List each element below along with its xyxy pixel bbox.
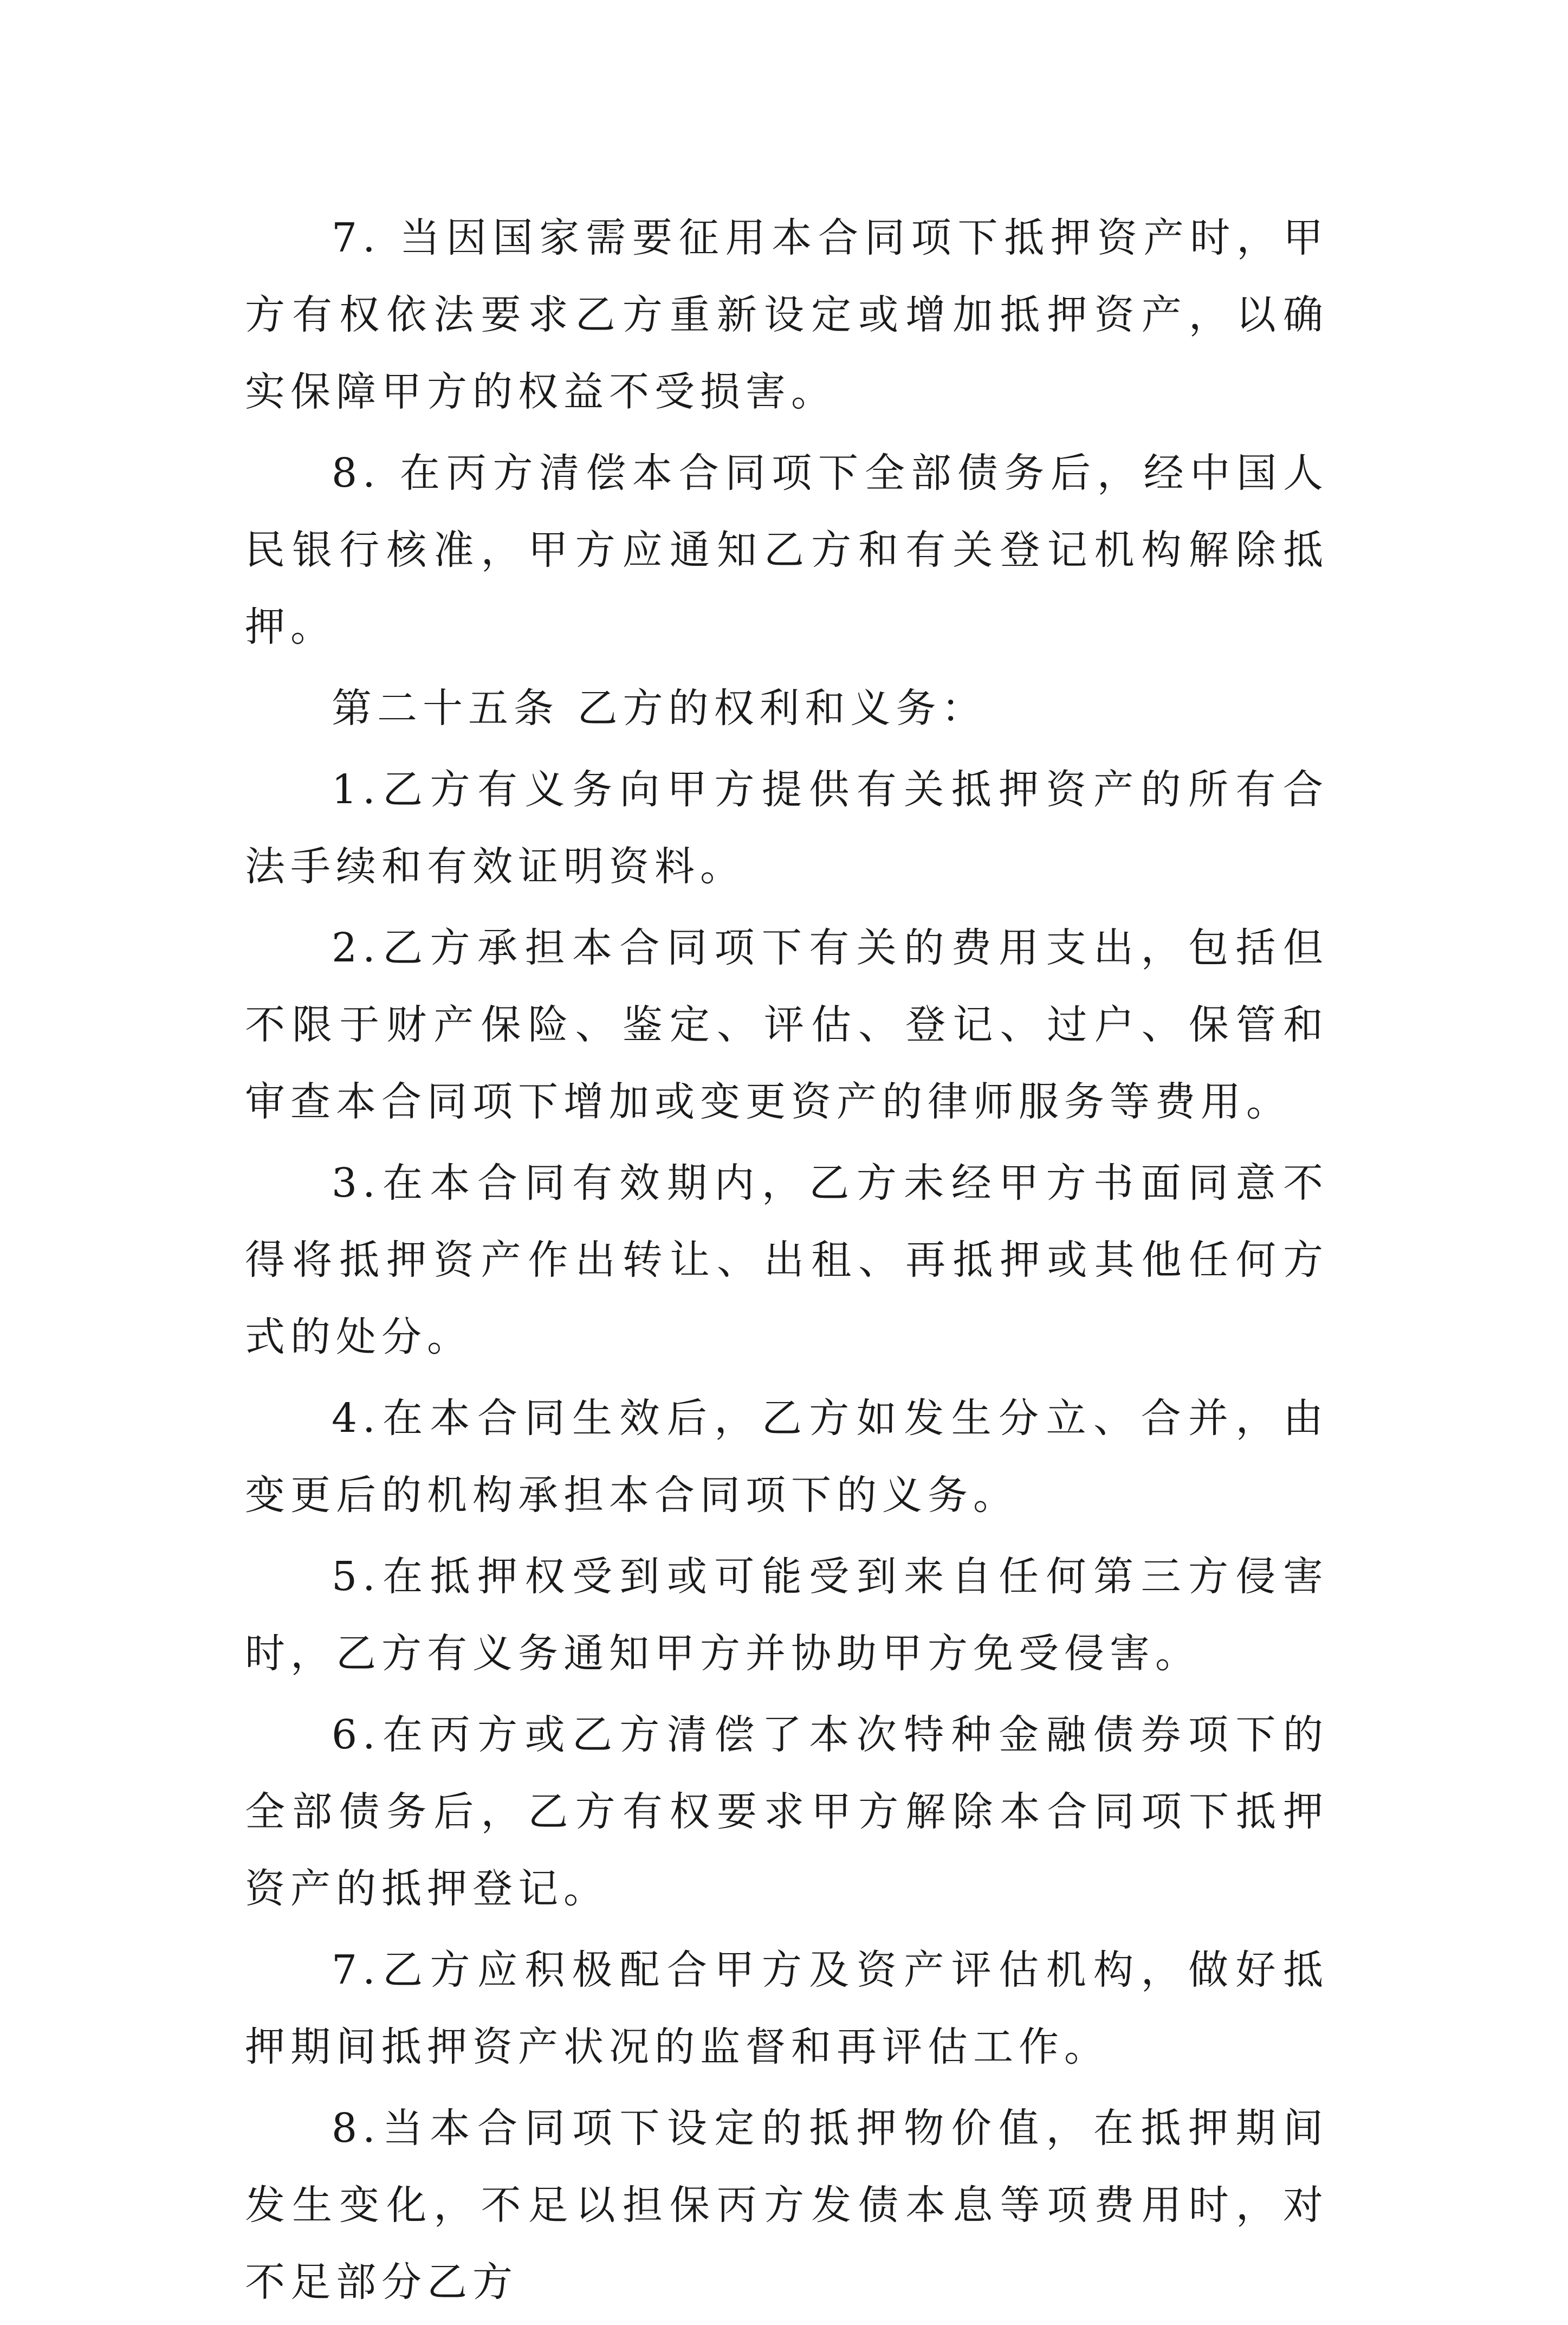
article-25-heading: 第二十五条 乙方的权利和义务： bbox=[332, 685, 987, 732]
article-25-item-3: 3.在本合同有效期内，乙方未经甲方书面同意不得将抵押资产作出转让、出租、再抵押或其他任何方式的处分。 bbox=[245, 1160, 1329, 1360]
clause-8-release-mortgage: 8. 在丙方清偿本合同项下全部债务后，经中国人民银行核准，甲方应通知乙方和有关登记机构解除抵押。 bbox=[245, 450, 1329, 650]
article-25-item-2: 2.乙方承担本合同项下有关的费用支出，包括但不限于财产保险、鉴定、评估、登记、过户、保管和审查本合同项下增加或变更资产的律师服务等费用。 bbox=[245, 925, 1329, 1125]
article-25-item-7: 7.乙方应积极配合甲方及资产评估机构，做好抵押期间抵押资产状况的监督和再评估工作。 bbox=[245, 1947, 1329, 2070]
clause-7-state-requisition: 7. 当因国家需要征用本合同项下抵押资产时，甲方有权依法要求乙方重新设定或增加抵押资产，以确实保障甲方的权益不受损害。 bbox=[245, 215, 1329, 415]
article-25-item-4: 4.在本合同生效后，乙方如发生分立、合并，由变更后的机构承担本合同项下的义务。 bbox=[245, 1395, 1329, 1519]
document-body bbox=[245, 199, 1329, 2325]
article-25-item-6: 6.在丙方或乙方清偿了本次特种金融债券项下的全部债务后，乙方有权要求甲方解除本合同项下抵押资产的抵押登记。 bbox=[245, 1712, 1329, 1912]
article-25-item-1: 1.乙方有义务向甲方提供有关抵押资产的所有合法手续和有效证明资料。 bbox=[245, 766, 1329, 890]
article-25-item-5: 5.在抵押权受到或可能受到来自任何第三方侵害时，乙方有义务通知甲方并协助甲方免受侵害。 bbox=[245, 1553, 1329, 1677]
article-25-item-8: 8.当本合同项下设定的抵押物价值，在抵押期间发生变化，不足以担保丙方发债本息等项费用时，对不足部分乙方 bbox=[245, 2105, 1329, 2305]
